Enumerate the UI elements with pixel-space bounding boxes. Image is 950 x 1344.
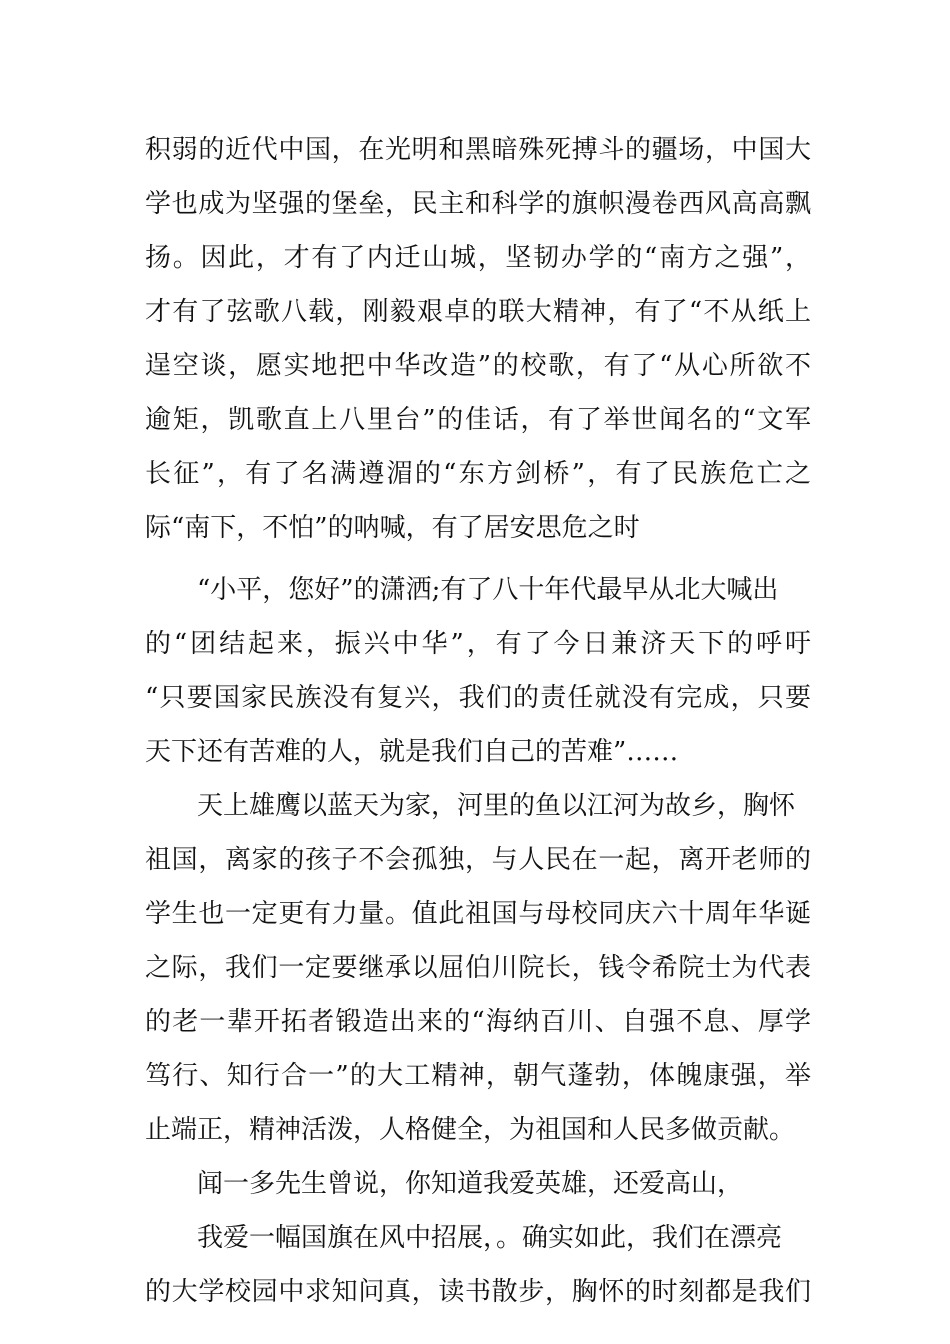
text-line: 长征”，有了名满遵湄的“东方剑桥”，有了民族危亡之 — [145, 459, 811, 489]
text-line: “只要国家民族没有复兴，我们的责任就没有完成，只要 — [145, 683, 811, 713]
text-line: “小平，您好”的潇洒;有了八十年代最早从北大喊出 — [197, 575, 779, 605]
text-line: 的大学校园中求知问真，读书散步，胸怀的时刻都是我们 — [145, 1277, 811, 1307]
text-line: 笃行、知行合一”的大工精神，朝气蓬勃，体魄康强，举 — [145, 1061, 811, 1091]
text-line: 天下还有苦难的人，就是我们自己的苦难”…… — [145, 737, 679, 767]
text-line: 的“团结起来，振兴中华”，有了今日兼济天下的呼吁 — [145, 629, 811, 659]
text-line: 闻一多先生曾说，你知道我爱英雄，还爱高山， — [197, 1169, 744, 1199]
text-line: 我爱一幅国旗在风中招展，。确实如此，我们在漂亮 — [197, 1223, 783, 1253]
text-line: 天上雄鹰以蓝天为家，河里的鱼以江河为故乡，胸怀 — [197, 791, 796, 821]
text-line: 学也成为坚强的堡垒，民主和科学的旗帜漫卷西风高高飘 — [145, 189, 811, 219]
text-line: 的老一辈开拓者锻造出来的“海纳百川、自强不息、厚学 — [145, 1007, 811, 1037]
text-line: 际“南下，不怕”的呐喊，有了居安思危之时 — [145, 513, 640, 543]
text-line: 才有了弦歌八载，刚毅艰卓的联大精神，有了“不从纸上 — [145, 297, 811, 327]
text-line: 逾矩，凯歌直上八里台”的佳话，有了举世闻名的“文军 — [145, 405, 811, 435]
text-line: 逞空谈，愿实地把中华改造”的校歌，有了“从心所欲不 — [145, 351, 811, 381]
text-line: 之际，我们一定要继承以屈伯川院长，钱令希院士为代表 — [145, 953, 811, 983]
text-line: 祖国，离家的孩子不会孤独，与人民在一起，离开老师的 — [145, 845, 811, 875]
body-text — [145, 123, 811, 1319]
text-line: 积弱的近代中国，在光明和黑暗殊死搏斗的疆场，中国大 — [145, 135, 811, 165]
text-line: 扬。因此，才有了内迁山城，坚韧办学的“南方之强”， — [145, 243, 811, 273]
text-line: 止端正，精神活泼，人格健全，为祖国和人民多做贡献。 — [145, 1115, 796, 1145]
text-line: 学生也一定更有力量。值此祖国与母校同庆六十周年华诞 — [145, 899, 811, 929]
